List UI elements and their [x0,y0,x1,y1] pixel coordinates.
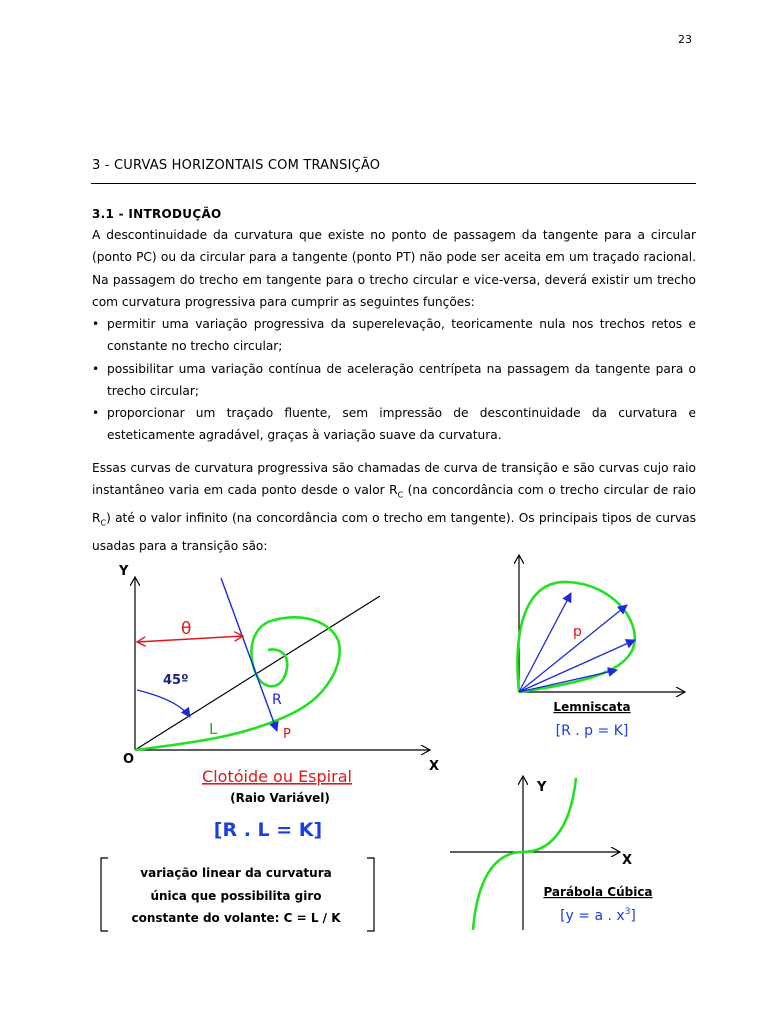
text-part: (na concordância com o trecho circular de raio R [92,483,696,526]
parabola-x-label: X [622,853,633,868]
clothoid-y-label: Y [119,564,129,579]
lemniscate-vector [519,605,627,692]
page-number: 23 [678,33,692,46]
lemniscate-point-label: p [573,624,582,640]
parabola-y-label: Y [537,780,547,795]
intro-text: A descontinuidade da curvatura que existe no ponto de passagem da tangente para a circular (ponto PC) ou da circular para a tangente (ponto PT) não pode ser aceita em um traçado racional. Na passagem do trecho em tangente para o trecho circular e vice-versa, deverá existir um trecho com curvatura progressiva para cumprir as seguintes funções: [92,228,696,309]
radius-vector [221,578,277,731]
angle-arc [137,690,190,717]
formula-main: [y = a . x [560,908,625,924]
clothoid-diagram [118,564,439,841]
left-bracket [101,858,108,931]
point-label: P [283,727,291,742]
lemniscate-title: Lemniscata [553,700,631,714]
note-line: variação linear da curvatura [140,866,332,880]
clothoid-subtitle: (Raio Variável) [230,791,330,805]
list-item: • proporcionar um traçado fluente, sem impressão de descontinuidade da curvatura e esteticamente agradável, graças à variação suave da curvatura. [92,402,696,447]
list-item: • possibilitar uma variação contínua de aceleração centrípeta na passagem da tangente para o trecho circular; [92,358,696,403]
angle-label: 45º [163,673,189,688]
theta-label: θ [181,619,192,639]
list-item: • permitir uma variação progressiva da superelevação, teoricamente nula nos trechos retos e constante no trecho circular; [92,313,696,358]
formula-exponent: 3 [624,907,631,917]
parabola-diagram [450,776,653,930]
parabola-title: Parábola Cúbica [543,885,653,899]
section-title: 3.1 - INTRODUÇÃO [92,207,222,221]
lemniscate-diagram [518,555,685,739]
note-box [101,858,374,931]
lemniscate-formula: [R . p = K] [555,723,629,739]
note-line: única que possibilita giro [150,889,322,903]
clothoid-formula: [R . L = K] [213,819,323,841]
clothoid-title: Clotóide ou Espiral [202,767,352,786]
chapter-title: 3 - CURVAS HORIZONTAIS COM TRANSIÇÃO [92,158,381,173]
right-bracket [367,858,374,931]
text-part: ) até o valor infinito (na concordância com o trecho em tangente). Os principais tipos de curvas usadas para a transição são: [92,511,696,553]
formula-end: ] [630,908,636,924]
subscript: C [100,518,107,528]
length-label: L [209,720,218,738]
radius-label: R [272,692,282,708]
origin-label: O [123,752,135,767]
lemniscate-vector [519,670,617,692]
subscript: C [397,490,404,500]
parabola-formula [560,907,636,924]
clothoid-x-label: X [429,759,440,774]
text-part: Essas curvas de curvatura progressiva são chamadas de curva de transição e são curvas cujo raio instantâneo varia em cada ponto desde o valor R [92,461,696,498]
note-line: constante do volante: C = L / K [131,911,341,925]
